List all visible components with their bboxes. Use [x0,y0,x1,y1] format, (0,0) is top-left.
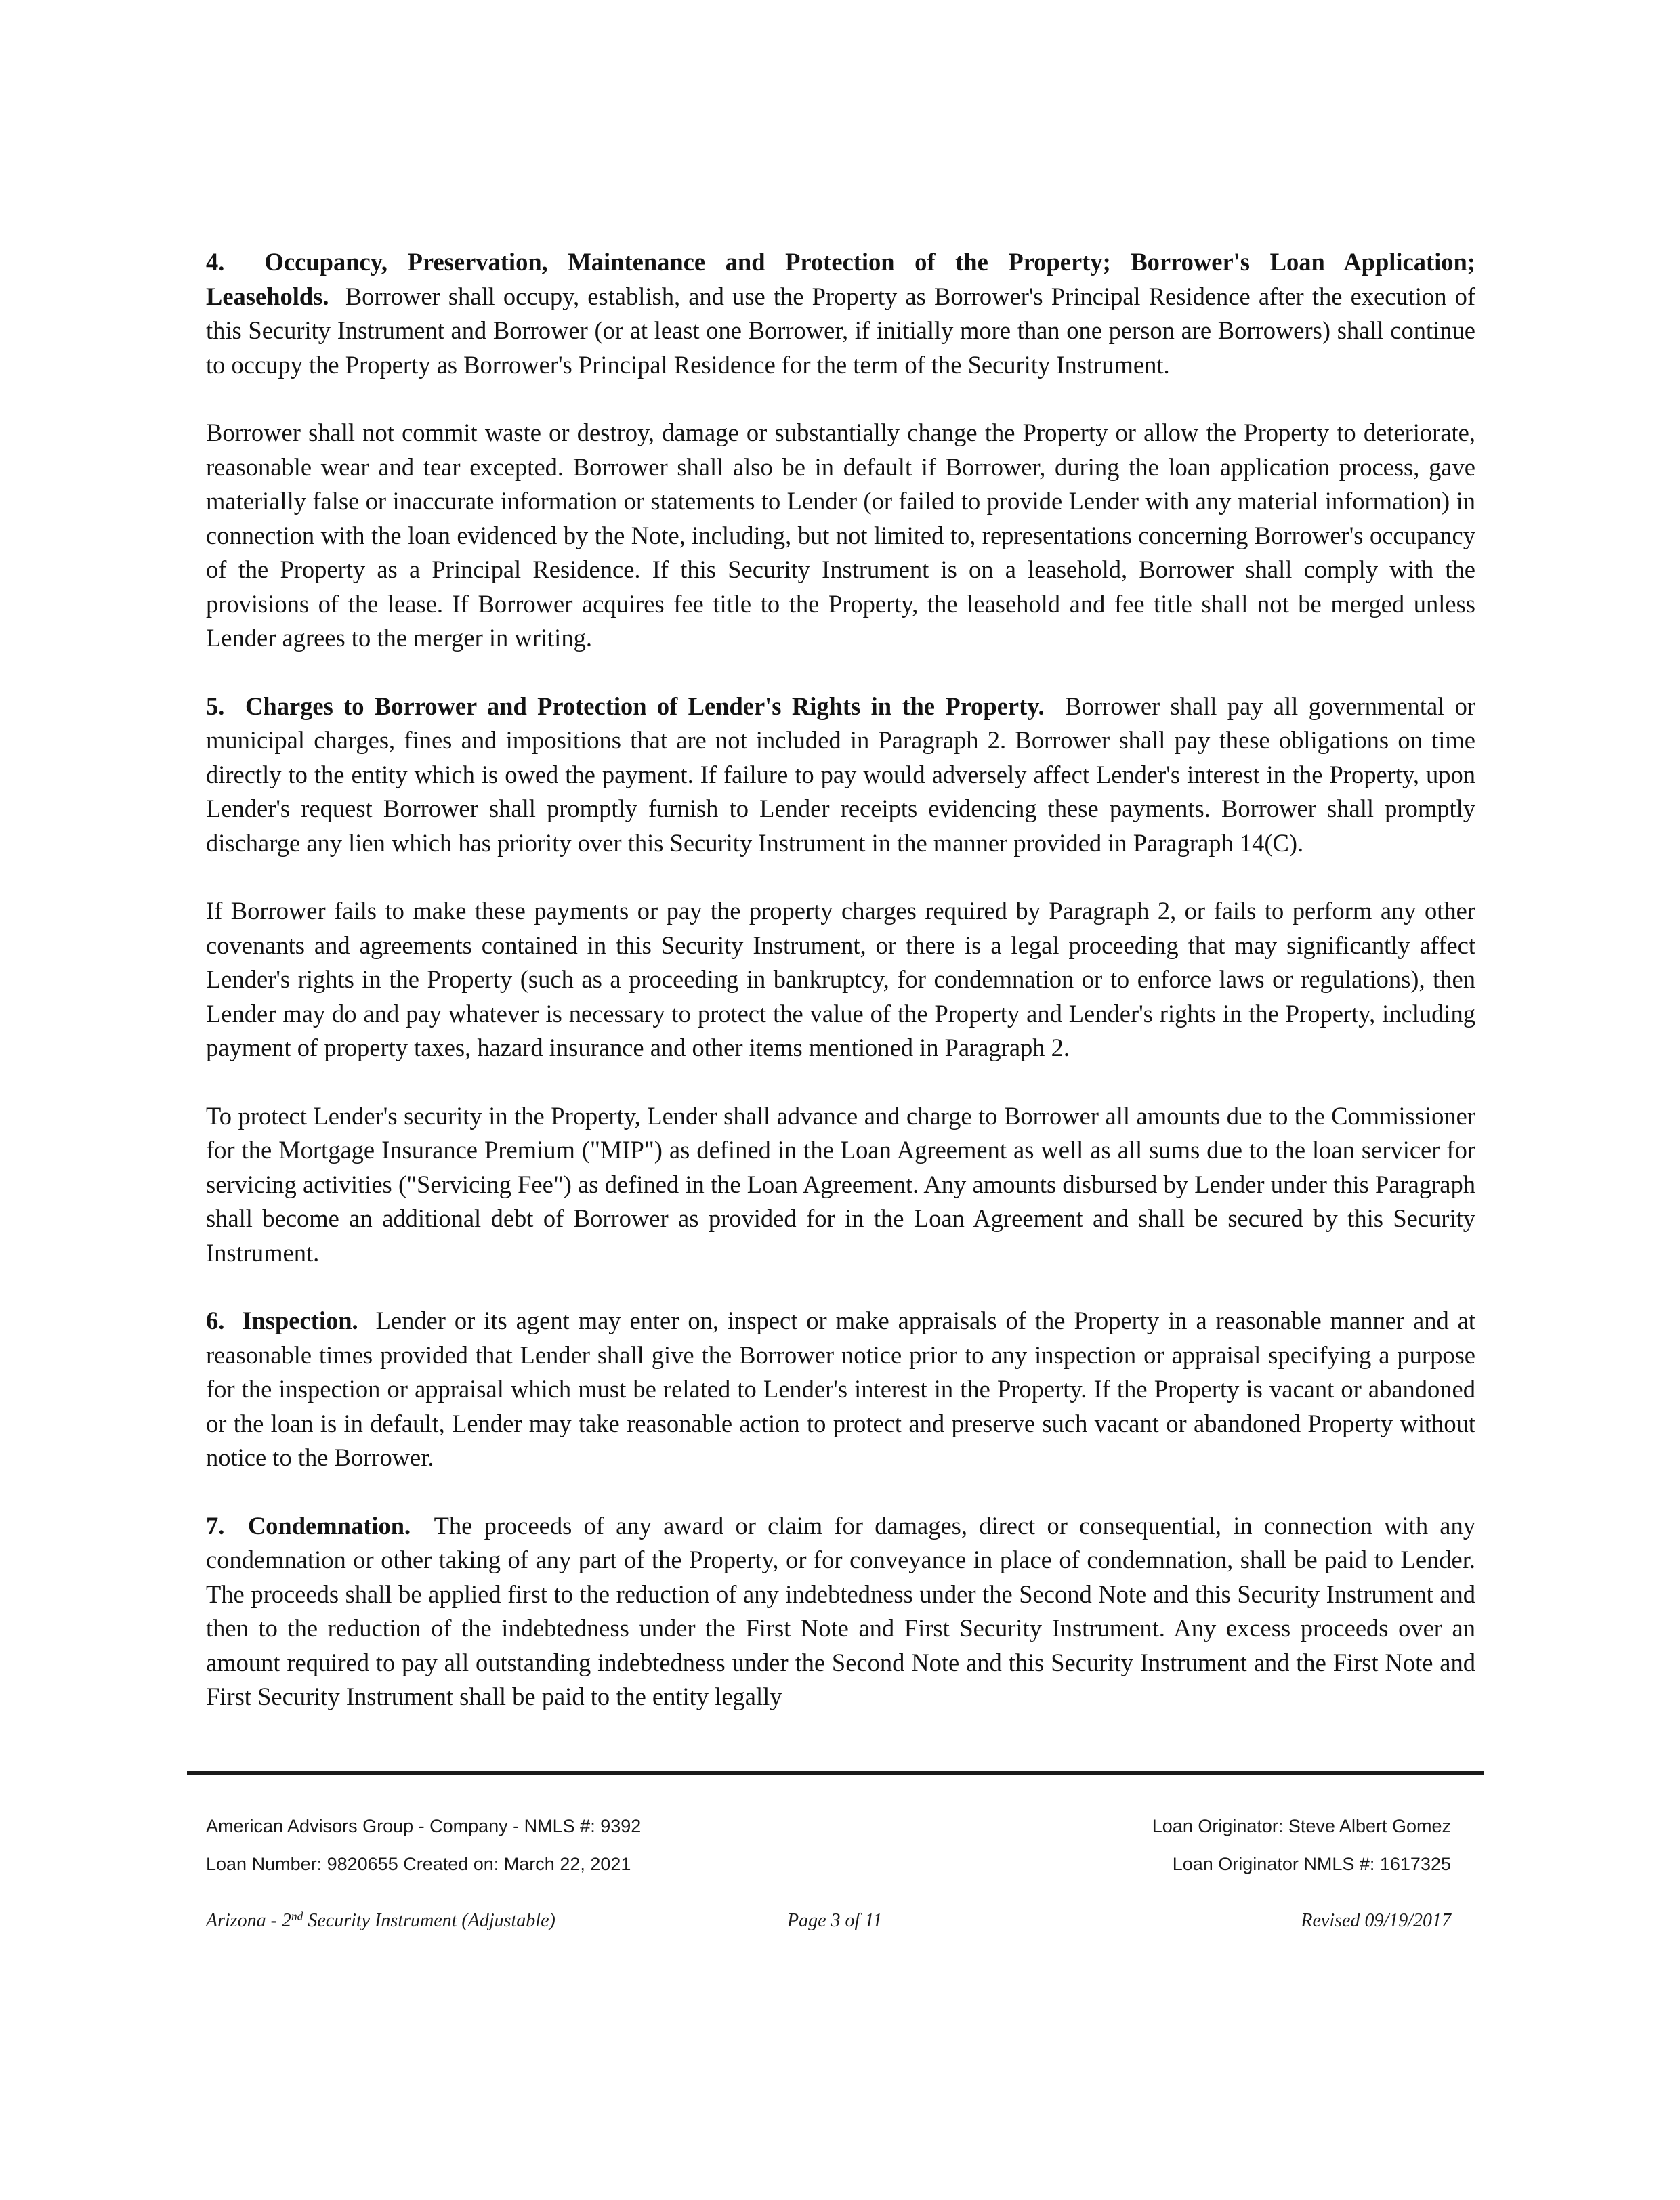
document-title-suffix: Security Instrument (Adjustable) [303,1910,555,1931]
paragraph-heading: Inspection. [242,1307,358,1334]
paragraph-4-continued [206,416,1475,656]
paragraph-text: Borrower shall occupy, establish, and use the Property as Borrower's Principal Residence after the execution of this Security Instrument and Borrower (or at least one Borrower, if initially more than one person are Borrowers) shall continue to occupy the Property as Borrower's Principal Residence for the term of the Security Instrument. [206,282,1475,379]
footer-originator-nmls: Loan Originator NMLS #: 1617325 [1172,1854,1451,1874]
paragraph-5-mip [206,1099,1475,1271]
footer-company: American Advisors Group - Company - NMLS #: 9392 [206,1816,642,1836]
footer-loan-number: Loan Number: 9820655 Created on: March 22, 2021 [206,1854,631,1874]
paragraph-text: Lender or its agent may enter on, inspect or make appraisals of the Property in a reasonable manner and at reasonable times provided that Lender shall give the Borrower notice prior to any inspection or appraisal specifying a purpose for the inspection or appraisal which must be related to Lender's interest in the Property. If the Property is vacant or abandoned or the loan is in default, Lender may take reasonable action to protect and preserve such vacant or abandoned Property without notice to the Borrower. [206,1307,1475,1471]
paragraph-text: To protect Lender's security in the Property, Lender shall advance and charge to Borrower all amounts due to the Commissioner for the Mortgage Insurance Premium ("MIP") as defined in the Loan Agreement as well as all sums due to the loan servicer for servicing activities ("Servicing Fee") as defined in the Loan Agreement. Any amounts disbursed by Lender under this Paragraph shall become an additional debt of Borrower as provided for in the Loan Agreement and shall be secured by this Security Instrument. [206,1101,1475,1267]
paragraph-heading: Charges to Borrower and Protection of Lender's Rights in the Property. [245,692,1045,720]
paragraph-heading: Condemnation. [247,1511,411,1540]
paragraph-5-continued [206,894,1475,1065]
paragraph-number: 5. [206,692,225,720]
footer-divider [187,1771,1484,1775]
paragraph-heading: Occupancy, Preservation, Maintenance and Protection of the Property; Borrower's Loan Application; Leaseholds. [206,248,1475,310]
document-title-ordinal: nd [291,1909,303,1923]
paragraph-7 [206,1509,1475,1714]
paragraph-text: If Borrower fails to make these payments or pay the property charges required by Paragraph 2, or fails to perform any other covenants and agreements contained in this Security Instrument, or there is a legal proceeding that may significantly affect Lender's rights in the Property (such as a proceeding in bankruptcy, for condemnation or to enforce laws or regulations), then Lender may do and pay whatever is necessary to protect the value of the Property and Lender's rights in the Property, including payment of property taxes, hazard insurance and other items mentioned in Paragraph 2. [206,897,1475,1061]
document-title [206,1909,555,1933]
paragraph-number: 7. [206,1511,225,1540]
paragraph-text: The proceeds of any award or claim for damages, direct or consequential, in connection with any condemnation or other taking of any part of the Property, or for conveyance in place of condemnation, shall be paid to Lender. The proceeds shall be applied first to the reduction of any indebtedness under the Second Note and this Security Instrument and then to the reduction of the indebtedness under the First Note and First Security Instrument. Any excess proceeds over an amount required to pay all outstanding indebtedness under the Second Note and this Security Instrument and the First Note and First Security Instrument shall be paid to the entity legally [206,1511,1476,1710]
paragraph-number: 4. [206,248,225,276]
paragraph-5 [206,690,1475,861]
document-body [206,245,1475,1714]
footer-originator: Loan Originator: Steve Albert Gomez [1152,1816,1451,1836]
revision-date: Revised 09/19/2017 [1301,1910,1451,1931]
page-number: Page 3 of 11 [787,1910,883,1931]
paragraph-text: Borrower shall not commit waste or destroy, damage or substantially change the Property or allow the Property to deteriorate, reasonable wear and tear excepted. Borrower shall also be in default if Borrower, during the loan application process, gave materially false or inaccurate information or statements to Lender (or failed to provide Lender with any material information) in connection with the loan evidenced by the Note, including, but not limited to, representations concerning Borrower's occupancy of the Property as a Principal Residence. If this Security Instrument is on a leasehold, Borrower shall comply with the provisions of the lease. If Borrower acquires fee title to the Property, the leasehold and fee title shall not be merged unless Lender agrees to the merger in writing. [206,419,1475,652]
paragraph-4 [206,245,1475,382]
paragraph-6 [206,1304,1475,1475]
document-title-prefix: Arizona - 2 [206,1910,291,1931]
paragraph-number: 6. [206,1307,225,1334]
paragraph-text: Borrower shall pay all governmental or municipal charges, fines and impositions that are not included in Paragraph 2. Borrower shall pay these obligations on time directly to the entity which is owed the payment. If failure to pay would adversely affect Lender's interest in the Property, upon Lender's request Borrower shall promptly furnish to Lender receipts evidencing these payments. Borrower shall promptly discharge any lien which has priority over this Security Instrument in the manner provided in Paragraph 14(C). [206,692,1476,857]
